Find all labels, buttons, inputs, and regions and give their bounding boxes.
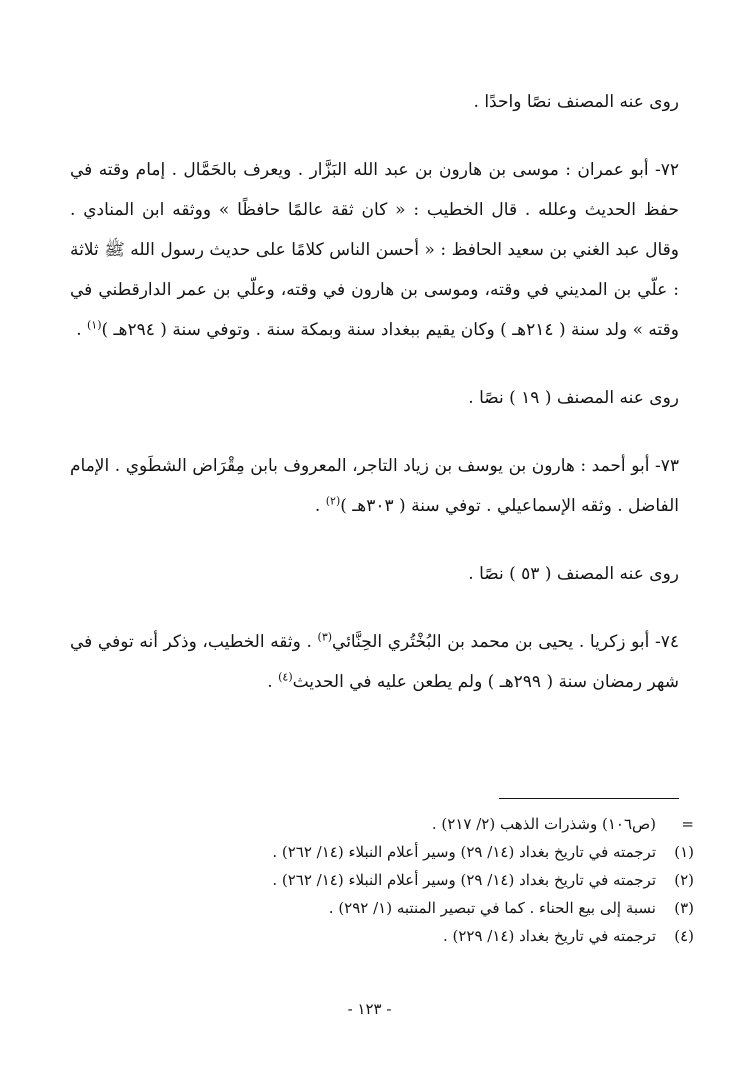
footnote-continuation: [74, 810, 694, 838]
paragraph-text: روى عنه المصنف نصًا واحدًا .: [473, 92, 679, 112]
footnote-reference[interactable]: (٣): [317, 630, 333, 644]
footnote-reference[interactable]: (٤): [278, 670, 293, 684]
footnote-text: ترجمته في تاريخ بغداد (١٤/ ٢٩) وسير أعلام النبلاء (١٤/ ٢٦٢) .: [272, 843, 656, 861]
paragraph-entry-73: [70, 446, 679, 526]
paragraph-text: روى عنه المصنف ( ٥٣ ) نصًا .: [468, 564, 679, 584]
paragraph-narration-count-73: [70, 554, 679, 594]
footnote-1: [74, 838, 694, 866]
footnote-divider: [499, 798, 679, 799]
paragraph-tail: .: [76, 320, 87, 340]
footnote-2: [74, 866, 694, 894]
paragraph-narration-count-71: [70, 82, 679, 122]
paragraph-entry-74: [70, 622, 679, 702]
paragraph-text: ٧٣- أبو أحمد : هارون بن يوسف بن زياد التاجر، المعروف بابن مِقْرَاض الشطَوي . الإمام الفاضل . وثقه الإسماعيلي . توفي سنة ( ٣٠٣هـ ): [70, 456, 679, 516]
paragraph-tail: . وثقه الخطيب، وذكر أنه توفي في شهر رمضان سنة ( ٢٩٩هـ ) ولم يطعن عليه في الحديث: [70, 632, 679, 692]
paragraph-text: روى عنه المصنف ( ١٩ ) نصًا .: [468, 388, 679, 408]
footnote-marker: (٢): [674, 871, 694, 889]
footnote-marker: =: [681, 815, 694, 833]
footnote-marker: (٣): [674, 899, 694, 917]
footnote-text: ترجمته في تاريخ بغداد (١٤/ ٢٩) وسير أعلام النبلاء (١٤/ ٢٦٢) .: [272, 871, 656, 889]
paragraph-tail: .: [267, 672, 279, 692]
main-text-body: [70, 82, 679, 702]
footnote-3: [74, 894, 694, 922]
footnote-marker: (١): [674, 843, 694, 861]
paragraph-tail: .: [314, 496, 326, 516]
footnote-marker: (٤): [674, 927, 694, 945]
footnote-reference[interactable]: (١): [87, 318, 102, 332]
footnote-text: ترجمته في تاريخ بغداد (١٤/ ٢٢٩) .: [442, 927, 656, 945]
page-number: - ١٢٣ -: [347, 1000, 392, 1018]
footnote-text: نسبة إلى بيع الحناء . كما في تبصير المنتبه (١/ ٢٩٢) .: [328, 899, 656, 917]
footnote-4: [74, 922, 694, 950]
paragraph-narration-count-72: [70, 378, 679, 418]
paragraph-text: ٧٤- أبو زكريا . يحيى بن محمد بن البُخْتُري الحِنَّائي: [332, 632, 680, 652]
footnote-reference[interactable]: (٢): [325, 494, 341, 508]
footnotes-section: [74, 810, 694, 950]
paragraph-text: ٧٢- أبو عمران : موسى بن هارون بن عبد الله البَزَّار . ويعرف بالحَمَّال . إمام وقته في حفظ الحديث وعلله . قال الخطيب : « كان ثقة عالمًا حافظًا » ووثقه ابن المنادي . وقال عبد الغني بن سعيد الحافظ : « أحسن الناس كلامًا على حديث رسول الله ﷺ ثلاثة : علّي بن المديني في وقته، وموسى بن هارون في وقته، وعلّي بن عمر الدارقطني في وقته » ولد سنة ( ٢١٤هـ ) وكان يقيم ببغداد سنة وبمكة سنة . وتوفي سنة ( ٢٩٤هـ ): [70, 160, 679, 340]
footnote-text: (ص١٠٦) وشذرات الذهب (٢/ ٢١٧) .: [431, 815, 656, 833]
paragraph-entry-72: [70, 150, 679, 350]
